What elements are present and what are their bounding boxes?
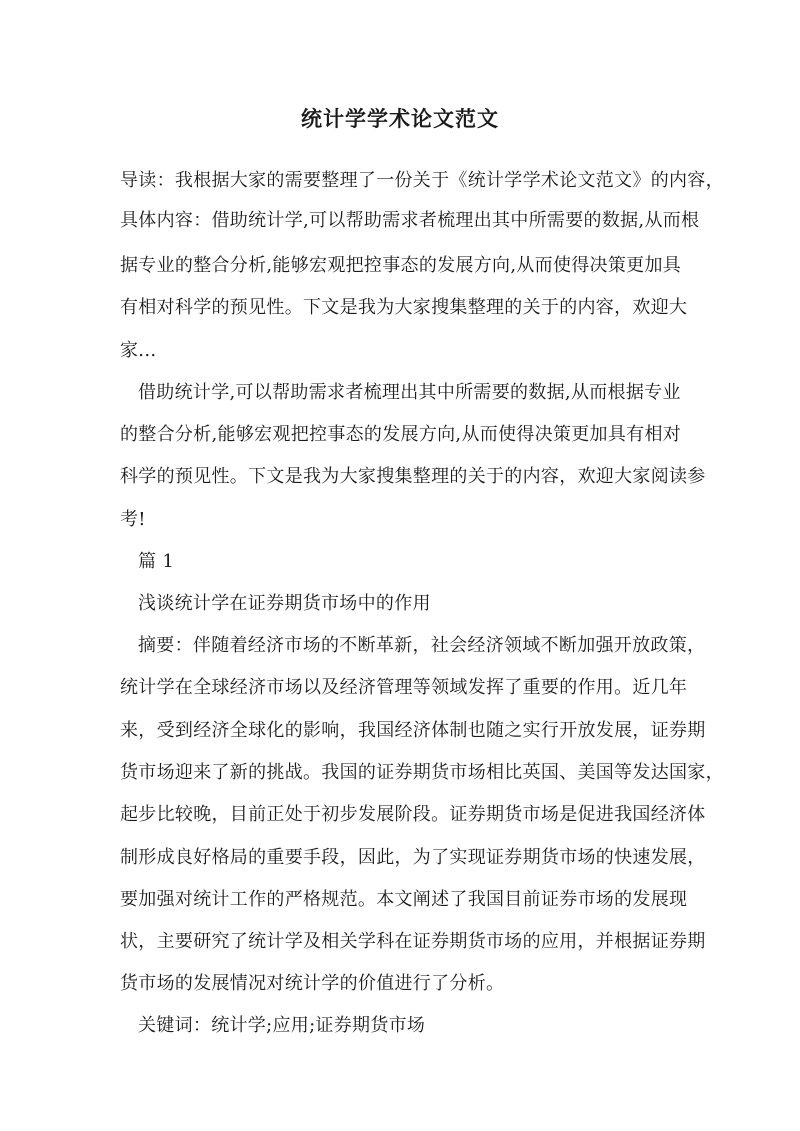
intro-line-3: 据专业的整合分析,能够宏观把控事态的发展方向,从而使得决策更加具 xyxy=(120,255,682,276)
keywords-line: 关键词：统计学;应用;证券期货市场 xyxy=(138,1015,426,1036)
section-label: 篇 1 xyxy=(138,551,175,572)
article-heading: 浅谈统计学在证券期货市场中的作用 xyxy=(138,593,431,614)
intro-line-1: 导读：我根据大家的需要整理了一份关于《统计学学术论文范文》的内容， xyxy=(120,170,724,191)
document-title: 统计学学术论文范文 xyxy=(301,106,499,131)
abstract-line-4: 货市场迎来了新的挑战。我国的证券期货市场相比英国、美国等发达国家， xyxy=(120,762,724,783)
intro-line-2: 具体内容：借助统计学,可以帮助需求者梳理出其中所需要的数据,从而根 xyxy=(120,210,700,231)
abstract-line-2: 统计学在全球经济市场以及经济管理等领域发挥了重要的作用。近几年 xyxy=(120,677,688,698)
para-line-1: 借助统计学,可以帮助需求者梳理出其中所需要的数据,从而根据专业 xyxy=(138,382,681,403)
para-line-4: 考! xyxy=(120,509,146,530)
abstract-line-5: 起步比较晚，目前正处于初步发展阶段。证券期货市场是促进我国经济体 xyxy=(120,804,706,825)
intro-line-4: 有相对科学的预见性。下文是我为大家搜集整理的关于的内容，欢迎大 xyxy=(120,297,688,318)
para-line-2: 的整合分析,能够宏观把控事态的发展方向,从而使得决策更加具有相对 xyxy=(120,424,682,445)
para-line-3: 科学的预见性。下文是我为大家搜集整理的关于的内容，欢迎大家阅读参 xyxy=(120,466,706,487)
abstract-line-1: 摘要：伴随着经济市场的不断革新，社会经济领域不断加强开放政策， xyxy=(138,635,706,656)
intro-line-5: 家... xyxy=(120,340,157,361)
abstract-line-8: 状，主要研究了统计学及相关学科在证券期货市场的应用，并根据证券期 xyxy=(120,931,706,952)
abstract-line-6: 制形成良好格局的重要手段，因此，为了实现证券期货市场的快速发展， xyxy=(120,847,706,868)
abstract-line-9: 货市场的发展情况对统计学的价值进行了分析。 xyxy=(120,973,505,994)
abstract-line-7: 要加强对统计工作的严格规范。本文阐述了我国目前证券市场的发展现 xyxy=(120,889,688,910)
abstract-line-3: 来，受到经济全球化的影响，我国经济体制也随之实行开放发展，证券期 xyxy=(120,720,706,741)
